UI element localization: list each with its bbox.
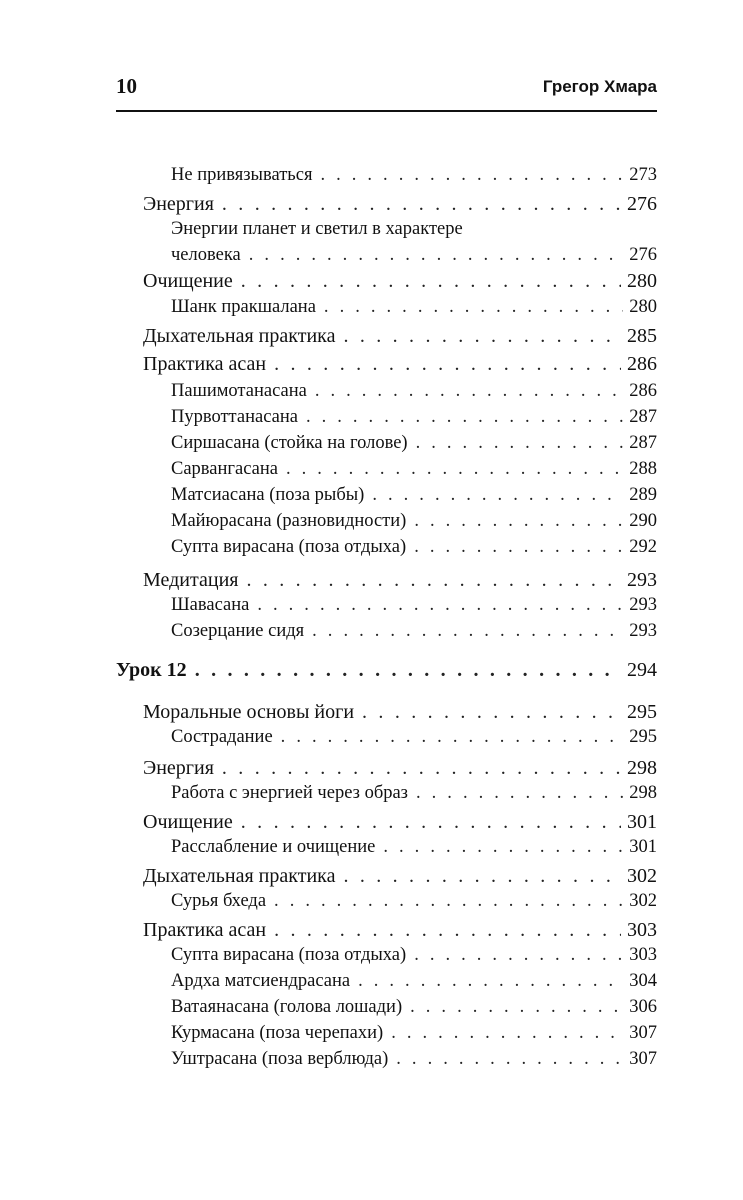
toc-entry-label: Медитация — [143, 569, 239, 591]
dot-leader — [241, 811, 621, 834]
toc-entry — [143, 865, 657, 891]
toc-entry-label: Супта вирасана (поза отдыха) — [171, 537, 407, 557]
dot-leader — [324, 297, 623, 318]
toc-entry — [143, 569, 657, 595]
toc-entry-label-continued: человека — [171, 245, 241, 265]
toc-entry — [143, 811, 657, 837]
toc-entry-label: Шанк пракшалана — [171, 297, 316, 317]
dot-leader — [281, 727, 624, 748]
dot-leader — [343, 325, 621, 348]
dot-leader — [315, 381, 623, 402]
toc-entry-label: Майюрасана (разновидности) — [171, 511, 407, 531]
toc-entry-label: Уштрасана (поза верблюда) — [171, 1049, 389, 1069]
toc-entry-page: 298 — [629, 783, 657, 803]
dot-leader — [320, 165, 623, 186]
toc-entry-label: Сиршасана (стойка на голове) — [171, 433, 408, 453]
toc-entry-page: 289 — [629, 485, 657, 505]
toc-entry-label: Сострадание — [171, 727, 273, 747]
dot-leader — [195, 659, 621, 682]
toc-entry-label: Пашимотанасана — [171, 381, 307, 401]
toc-entry-page: 306 — [629, 997, 657, 1017]
toc-entry-page: 293 — [629, 621, 657, 641]
toc-entry — [143, 919, 657, 945]
toc-entry — [143, 353, 657, 379]
toc-entry — [171, 727, 657, 753]
toc-entry — [171, 783, 657, 809]
toc-entry-label: Очищение — [143, 811, 233, 833]
toc-entry-page: 303 — [629, 945, 657, 965]
dot-leader — [414, 945, 623, 966]
toc-entry — [171, 381, 657, 407]
toc-entry-label: Не привязываться — [171, 165, 313, 185]
toc-entry-label: Пурвоттанасана — [171, 407, 298, 427]
dot-leader — [358, 971, 623, 992]
dot-leader — [306, 407, 623, 428]
dot-leader — [383, 837, 623, 858]
toc-entry-label: Энергия — [143, 193, 214, 215]
toc-entry-page: 294 — [627, 659, 657, 681]
toc-entry — [171, 219, 657, 269]
dot-leader — [274, 353, 621, 376]
dot-leader — [312, 621, 623, 642]
dot-leader — [257, 595, 623, 616]
toc-entry-label: Шавасана — [171, 595, 250, 615]
toc-entry-label: Моральные основы йоги — [143, 701, 355, 723]
toc-entry-label: Матсиасана (поза рыбы) — [171, 485, 365, 505]
dot-leader — [372, 485, 623, 506]
toc-entry-label: Работа с энергией через образ — [171, 783, 408, 803]
toc-entry-page: 307 — [629, 1023, 657, 1043]
toc-entry-label: Ватаянасана (голова лошади) — [171, 997, 403, 1017]
toc-entry-label: Расслабление и очищение — [171, 837, 376, 857]
dot-leader — [241, 270, 621, 293]
toc-entry — [171, 891, 657, 917]
toc-entry-page: 303 — [627, 919, 657, 941]
toc-entry — [171, 945, 657, 971]
dot-leader — [286, 459, 623, 480]
toc-entry-page: 287 — [629, 433, 657, 453]
toc-entry — [171, 459, 657, 485]
toc-entry — [143, 270, 657, 296]
toc-entry — [171, 837, 657, 863]
toc-entry — [171, 297, 657, 323]
toc-entry-page: 298 — [627, 757, 657, 779]
toc-entry-label: Сарвангасана — [171, 459, 278, 479]
toc-entry-label: Энергии планет и светил в характере — [171, 219, 463, 239]
toc-entry-page: 302 — [627, 865, 657, 887]
toc-entry — [171, 165, 657, 191]
toc-entry — [171, 433, 657, 459]
dot-leader — [274, 891, 623, 912]
dot-leader — [414, 511, 623, 532]
toc-entry-label: Практика асан — [143, 353, 267, 375]
toc-entry-page: 290 — [629, 511, 657, 531]
toc-entry-page: 302 — [629, 891, 657, 911]
dot-leader — [414, 537, 623, 558]
dot-leader — [246, 569, 621, 592]
toc-entry — [171, 621, 657, 647]
toc-entry-label: Практика асан — [143, 919, 267, 941]
toc-entry — [171, 537, 657, 563]
toc-entry-page: 292 — [629, 537, 657, 557]
dot-leader — [416, 783, 623, 804]
toc-entry-label: Урок 12 — [116, 659, 187, 681]
toc-entry-page: 285 — [627, 325, 657, 347]
toc-entry-page: 286 — [629, 381, 657, 401]
toc-entry-page: 293 — [629, 595, 657, 615]
toc-entry-page: 295 — [629, 727, 657, 747]
toc-entry — [171, 971, 657, 997]
toc-entry — [171, 1049, 657, 1075]
toc-entry-page: 276 — [627, 193, 657, 215]
dot-leader — [249, 245, 623, 266]
toc-entry-label: Ардха матсиендрасана — [171, 971, 351, 991]
toc-entry-label: Дыхательная практика — [143, 865, 336, 887]
toc-chapter-entry — [116, 659, 657, 685]
toc-entry-page: 286 — [627, 353, 657, 375]
toc-entry-label: Дыхательная практика — [143, 325, 336, 347]
toc-entry — [171, 407, 657, 433]
toc-entry — [171, 511, 657, 537]
toc-entry — [143, 193, 657, 219]
toc-entry — [143, 325, 657, 351]
page-number: 10 — [116, 74, 137, 98]
toc-entry — [171, 1023, 657, 1049]
dot-leader — [274, 919, 621, 942]
dot-leader — [391, 1023, 623, 1044]
toc-entry-page: 304 — [629, 971, 657, 991]
toc-entry-label: Сурья бхеда — [171, 891, 267, 911]
dot-leader — [362, 701, 621, 724]
toc-entry-label: Созерцание сидя — [171, 621, 305, 641]
toc-entry-page: 276 — [629, 245, 657, 265]
toc-entry — [171, 997, 657, 1023]
toc-entry — [143, 757, 657, 783]
toc-entry-page: 280 — [629, 297, 657, 317]
toc-entry-page: 295 — [627, 701, 657, 723]
toc-entry-label: Очищение — [143, 270, 233, 292]
toc-entry-page: 293 — [627, 569, 657, 591]
toc-entry-page: 301 — [627, 811, 657, 833]
toc-entry-page: 301 — [629, 837, 657, 857]
toc-entry-page: 288 — [629, 459, 657, 479]
toc-entry-label: Энергия — [143, 757, 214, 779]
dot-leader — [343, 865, 621, 888]
toc-entry — [143, 701, 657, 727]
toc-entry-page: 280 — [627, 270, 657, 292]
toc-entry-label: Супта вирасана (поза отдыха) — [171, 945, 407, 965]
toc-entry-page: 273 — [629, 165, 657, 185]
toc-entry — [171, 595, 657, 621]
dot-leader — [416, 433, 624, 454]
toc-entry-label: Курмасана (поза черепахи) — [171, 1023, 384, 1043]
dot-leader — [222, 193, 621, 216]
author-name: Грегор Хмара — [542, 77, 657, 96]
dot-leader — [410, 997, 623, 1018]
dot-leader — [396, 1049, 623, 1070]
toc-entry-page: 307 — [629, 1049, 657, 1069]
toc-entry-page: 287 — [629, 407, 657, 427]
toc-entry — [171, 485, 657, 511]
dot-leader — [222, 757, 621, 780]
